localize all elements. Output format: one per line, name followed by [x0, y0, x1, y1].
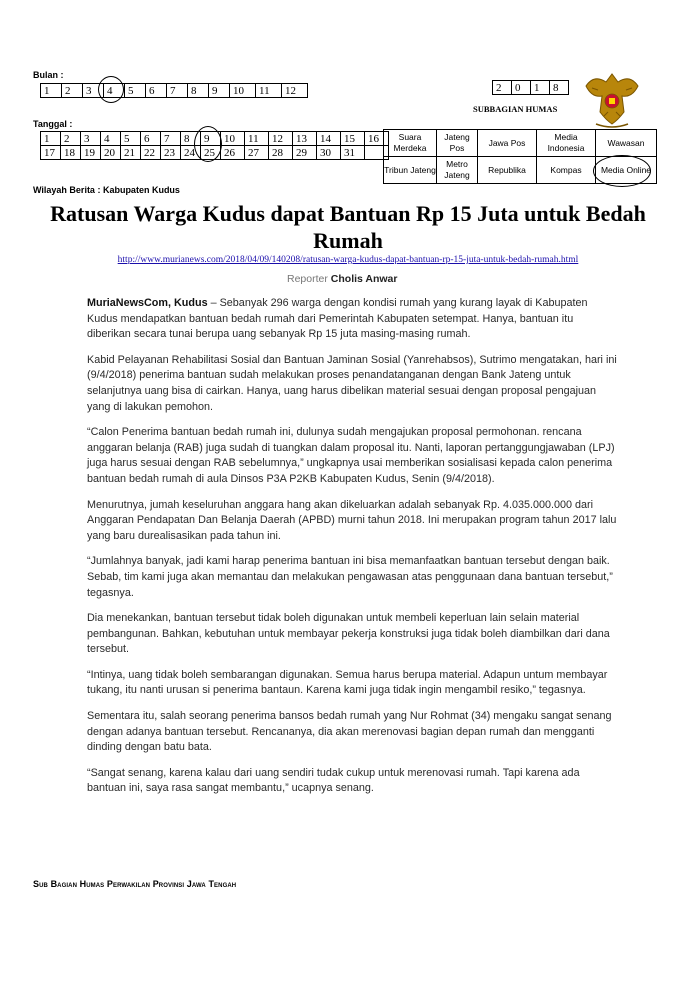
reporter-line	[287, 273, 397, 285]
tanggal-cell: 12	[269, 132, 293, 146]
bulan-cell: 3	[83, 84, 104, 98]
tanggal-cell: 29	[293, 146, 317, 160]
tanggal-cell: 13	[293, 132, 317, 146]
tanggal-cell: 2	[61, 132, 81, 146]
media-cell: Republika	[478, 157, 537, 184]
tanggal-cell: 8	[181, 132, 201, 146]
article-paragraph: “Jumlahnya banyak, jadi kami harap penerima bantuan ini bisa memanfaatkan bantuan tersebut dengan baik. Sebab, tim kami juga akan memantau dan melakukan pengawasan atas penggunaan dana bantuan tersebut,” tegasnya.	[87, 555, 613, 599]
article-body	[87, 296, 617, 807]
lead-dateline: MuriaNewsCom, Kudus	[87, 297, 208, 309]
tanggal-cell: 25	[201, 146, 221, 160]
tanggal-cell: 10	[221, 132, 245, 146]
tanggal-cell: 14	[317, 132, 341, 146]
tanggal-cell: 31	[341, 146, 365, 160]
tanggal-cell: 6	[141, 132, 161, 146]
article-paragraph: “Sangat senang, karena kalau dari uang sendiri tudak cukup untuk merenovasi rumah. Tapi karena ada bantuan ini, saya rasa sangat membantu,” ucapnya senang.	[87, 766, 580, 795]
bulan-cell: 12	[282, 84, 308, 98]
article-paragraph: Dia menekankan, bantuan tersebut tidak boleh digunakan untuk membeli keperluan lain selain material pembangunan. Bahkan, kebutuhan untuk membayar pekerja konstruksi juga tidak boleh diambilkan dari dana tersebut.	[87, 612, 610, 656]
tanggal-cell: 24	[181, 146, 201, 160]
tanggal-cell: 3	[81, 132, 101, 146]
bulan-cell: 4	[104, 84, 125, 98]
tanggal-cell: 16	[365, 132, 389, 146]
tanggal-cell: 28	[269, 146, 293, 160]
media-cell: Jateng Pos	[437, 130, 478, 157]
tanggal-cell: 22	[141, 146, 161, 160]
tanggal-cell: 9	[201, 132, 221, 146]
garuda-emblem-icon	[578, 68, 646, 130]
year-digit-cell: 1	[531, 81, 550, 95]
tanggal-cell: 19	[81, 146, 101, 160]
tanggal-cell: 17	[41, 146, 61, 160]
bulan-cell: 9	[209, 84, 230, 98]
tanggal-cell: 26	[221, 146, 245, 160]
bulan-table	[40, 83, 308, 98]
lead-paragraph	[87, 296, 617, 343]
article-paragraph: “Calon Penerima bantuan bedah rumah ini, dulunya sudah mengajukan proposal permohonan. rencana anggaran belanja (RAB) juga sudah di tuangkan dalam proposal itu. Nanti, laporan pertanggungjawaban (LPJ) juga harus sesuai dengan RAB sebelumnya,” ungkapnya usai memberikan sosialisasi kepada calon penerima bantuan bedah rumah di aula Dinsos P3A P2KB Kabupaten Kudus, Senin (9/4/2018).	[87, 426, 615, 485]
media-cell: Suara Merdeka	[384, 130, 437, 157]
tanggal-cell: 7	[161, 132, 181, 146]
tanggal-cell: 18	[61, 146, 81, 160]
tanggal-cell: 21	[121, 146, 141, 160]
media-cell: Media Online	[596, 157, 657, 184]
tanggal-cell: 23	[161, 146, 181, 160]
bulan-label: Bulan :	[33, 70, 64, 80]
tanggal-cell: 30	[317, 146, 341, 160]
wilayah-berita: Wilayah Berita : Kabupaten Kudus	[33, 185, 180, 195]
bulan-selected-circle	[98, 76, 124, 103]
year-digit-cell: 0	[512, 81, 531, 95]
bulan-cell: 11	[256, 84, 282, 98]
lead-text: – Sebanyak 296 warga dengan kondisi rumah yang kurang layak di Kabupaten Kudus mendapatkan bantuan bedah rumah dari Pemerintah Kabupaten setempat. Hanya, bantuan itu diberikan secara tunai berupa uang sebanyak Rp 15 juta masing-masing rumah.	[87, 297, 588, 341]
year-digit-cell: 2	[493, 81, 512, 95]
media-cell: Wawasan	[596, 130, 657, 157]
reporter-prefix: Reporter	[287, 273, 328, 285]
tanggal-selected-circle	[194, 126, 222, 162]
reporter-name: Cholis Anwar	[330, 273, 398, 285]
article-paragraph: Sementara itu, salah seorang penerima bansos bedah rumah yang Nur Rohmat (34) mengaku sangat senang dengan adanya bantuan tersebut. Rencananya, dia akan merenovasi bagian depan rumah dan mengganti dinding dengan batu bata.	[87, 710, 612, 754]
tanggal-cell: 15	[341, 132, 365, 146]
media-selected-circle	[593, 155, 651, 187]
media-cell: Kompas	[537, 157, 596, 184]
tanggal-cell: 20	[101, 146, 121, 160]
article-paragraph: “Intinya, uang tidak boleh sembarangan digunakan. Semua harus berupa material. Adapun untum membayar tukang, itu nanti urusan si penerima bantaun. Karena kami juga tidak ingin mengambil resiko,” tegasnya.	[87, 668, 608, 697]
media-cell: Jawa Pos	[478, 130, 537, 157]
year-digit-cell: 8	[550, 81, 569, 95]
bulan-cell: 7	[167, 84, 188, 98]
media-cell: Tribun Jateng	[384, 157, 437, 184]
tanggal-cell: 4	[101, 132, 121, 146]
article-url[interactable]: http://www.murianews.com/2018/04/09/140208/ratusan-warga-kudus-dapat-bantuan-rp-15-juta-untuk-bedah-rumah.html	[117, 255, 579, 265]
bulan-cell: 2	[62, 84, 83, 98]
bulan-cell: 6	[146, 84, 167, 98]
tanggal-cell: 11	[245, 132, 269, 146]
bulan-cell: 1	[41, 84, 62, 98]
tanggal-label: Tanggal :	[33, 119, 73, 129]
tanggal-cell: 5	[121, 132, 141, 146]
tanggal-cell: 1	[41, 132, 61, 146]
bulan-cell: 8	[188, 84, 209, 98]
year-table	[492, 80, 569, 95]
article-paragraph: Menurutnya, jumah keseluruhan anggara hang akan dikeluarkan adalah sebanyak Rp. 4.035.000.000 dari Anggaran Pendapatan Dan Belanja Daerah (APBD) murni tahun 2018. Ini merupakan program tahun 2017 lalu yang baru durealisasikan pada tahun ini.	[87, 498, 617, 542]
subbagian-humas: SUBBAGIAN HUMAS	[473, 104, 558, 114]
media-cell: Media Indonesia	[537, 130, 596, 157]
bulan-cell: 10	[230, 84, 256, 98]
tanggal-cell: 27	[245, 146, 269, 160]
footer-humas: Sub Bagian Humas Perwakilan Provinsi Jawa Tengah	[33, 879, 237, 889]
article-paragraph: Kabid Pelayanan Rehabilitasi Sosial dan Bantuan Jaminan Sosial (Yanrehabsos), Sutrimo mengatakan, hari ini (9/4/2018) penerima bantuan sudah melakukan proses penandatanganan dengan Bank Jateng untuk selanjutnya uang bisa di cairkan. Hanya, uang harus dibelikan material sesuai dengan proposal pengajuan yang di lakukan pemohon.	[87, 353, 617, 413]
media-cell: Metro Jateng	[437, 157, 478, 184]
article-title: Ratusan Warga Kudus dapat Bantuan Rp 15 Juta untuk Bedah Rumah	[50, 201, 646, 253]
bulan-cell: 5	[125, 84, 146, 98]
